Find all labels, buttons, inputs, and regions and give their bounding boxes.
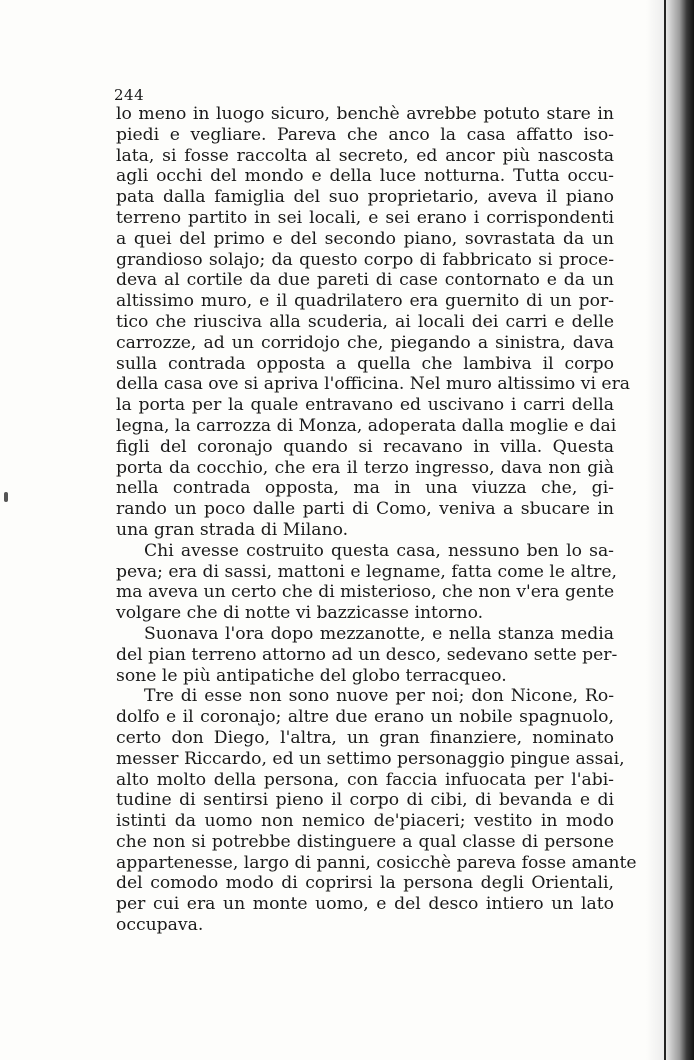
paragraph bbox=[116, 623, 618, 686]
book-binding-edge bbox=[664, 0, 666, 1060]
text-line: del comodo modo di coprirsi la persona degli Orientali, bbox=[116, 873, 614, 894]
text-line: del pian terreno attorno ad un desco, sedevano sette per- bbox=[116, 644, 618, 665]
text-line: grandioso solajo; da questo corpo di fabbricato si proce- bbox=[116, 249, 614, 270]
paragraph bbox=[116, 540, 618, 624]
book-binding-shadow bbox=[646, 0, 694, 1060]
text-line: sone le più antipatiche del globo terracqueo. bbox=[116, 665, 507, 686]
text-line: rando un poco dalle parti di Como, veniva a sbucare in bbox=[116, 499, 614, 520]
text-line: pata dalla famiglia del suo proprietario, aveva il piano bbox=[116, 187, 614, 208]
text-line: occupava. bbox=[116, 915, 204, 936]
text-line: alto molto della persona, con faccia infuocata per l'abi- bbox=[116, 769, 614, 790]
text-line: porta da cocchio, che era il terzo ingresso, dava non già bbox=[116, 457, 614, 478]
text-line: Suonava l'ora dopo mezzanotte, e nella stanza media bbox=[144, 623, 614, 644]
text-line: ma aveva un certo che di misterioso, che non v'era gente bbox=[116, 582, 615, 603]
text-line: che non si potrebbe distinguere a qual classe di persone bbox=[116, 831, 614, 852]
text-line: piedi e vegliare. Pareva che anco la casa affatto iso- bbox=[116, 124, 614, 145]
text-line: lata, si fosse raccolta al secreto, ed ancor più nascosta bbox=[116, 145, 614, 166]
text-line: a quei del primo e del secondo piano, sovrastata da un bbox=[116, 228, 614, 249]
body-text bbox=[116, 104, 637, 936]
text-line: sulla contrada opposta a quella che lambiva il corpo bbox=[116, 353, 614, 374]
text-line: per cui era un monte uomo, e del desco intiero un lato bbox=[116, 894, 614, 915]
text-line: tudine di sentirsi pieno il corpo di cibi, di bevanda e di bbox=[116, 790, 614, 811]
text-line: agli occhi del mondo e della luce notturna. Tutta occu- bbox=[116, 166, 614, 187]
text-line: deva al cortile da due pareti di case contornato e da un bbox=[116, 270, 614, 291]
text-line: messer Riccardo, ed un settimo personaggio pingue assai, bbox=[116, 748, 625, 769]
text-line: la porta per la quale entravano ed uscivano i carri della bbox=[116, 395, 614, 416]
text-line: dolfo e il coronajo; altre due erano un nobile spagnuolo, bbox=[116, 707, 614, 728]
text-line: istinti da uomo non nemico de'piaceri; vestito in modo bbox=[116, 811, 614, 832]
text-line: lo meno in luogo sicuro, benchè avrebbe potuto stare in bbox=[116, 104, 614, 124]
text-line: altissimo muro, e il quadrilatero era guernito di un por- bbox=[116, 291, 614, 312]
text-line: carrozze, ad un corridojo che, piegando a sinistra, dava bbox=[116, 332, 614, 353]
paragraph bbox=[116, 686, 637, 936]
text-line: figli del coronajo quando si recavano in villa. Questa bbox=[116, 436, 614, 457]
text-line: terreno partito in sei locali, e sei erano i corrispondenti bbox=[116, 207, 614, 228]
text-line: tico che riusciva alla scuderia, ai locali dei carri e delle bbox=[116, 311, 614, 332]
text-line: certo don Diego, l'altra, un gran finanziere, nominato bbox=[116, 727, 614, 748]
text-line: appartenesse, largo di panni, cosicchè pareva fosse amante bbox=[116, 852, 637, 873]
text-line: Chi avesse costruito questa casa, nessuno ben lo sa- bbox=[144, 540, 614, 561]
text-line: peva; era di sassi, mattoni e legname, fatta come le altre, bbox=[116, 561, 618, 582]
text-line: Tre di esse non sono nuove per noi; don Nicone, Ro- bbox=[144, 686, 614, 707]
text-line: legna, la carrozza di Monza, adoperata dalla moglie e dai bbox=[116, 415, 617, 436]
text-line: della casa ove si apriva l'officina. Nel muro altissimo vi era bbox=[116, 374, 631, 395]
paragraph bbox=[116, 104, 631, 541]
text-line: una gran strada di Milano. bbox=[116, 519, 349, 540]
text-line: nella contrada opposta, ma in una viuzza che, gi- bbox=[116, 478, 614, 499]
page-number: 244 bbox=[114, 86, 145, 104]
paper-speck bbox=[4, 492, 8, 502]
text-line: volgare che di notte vi bazzicasse intorno. bbox=[116, 603, 484, 624]
